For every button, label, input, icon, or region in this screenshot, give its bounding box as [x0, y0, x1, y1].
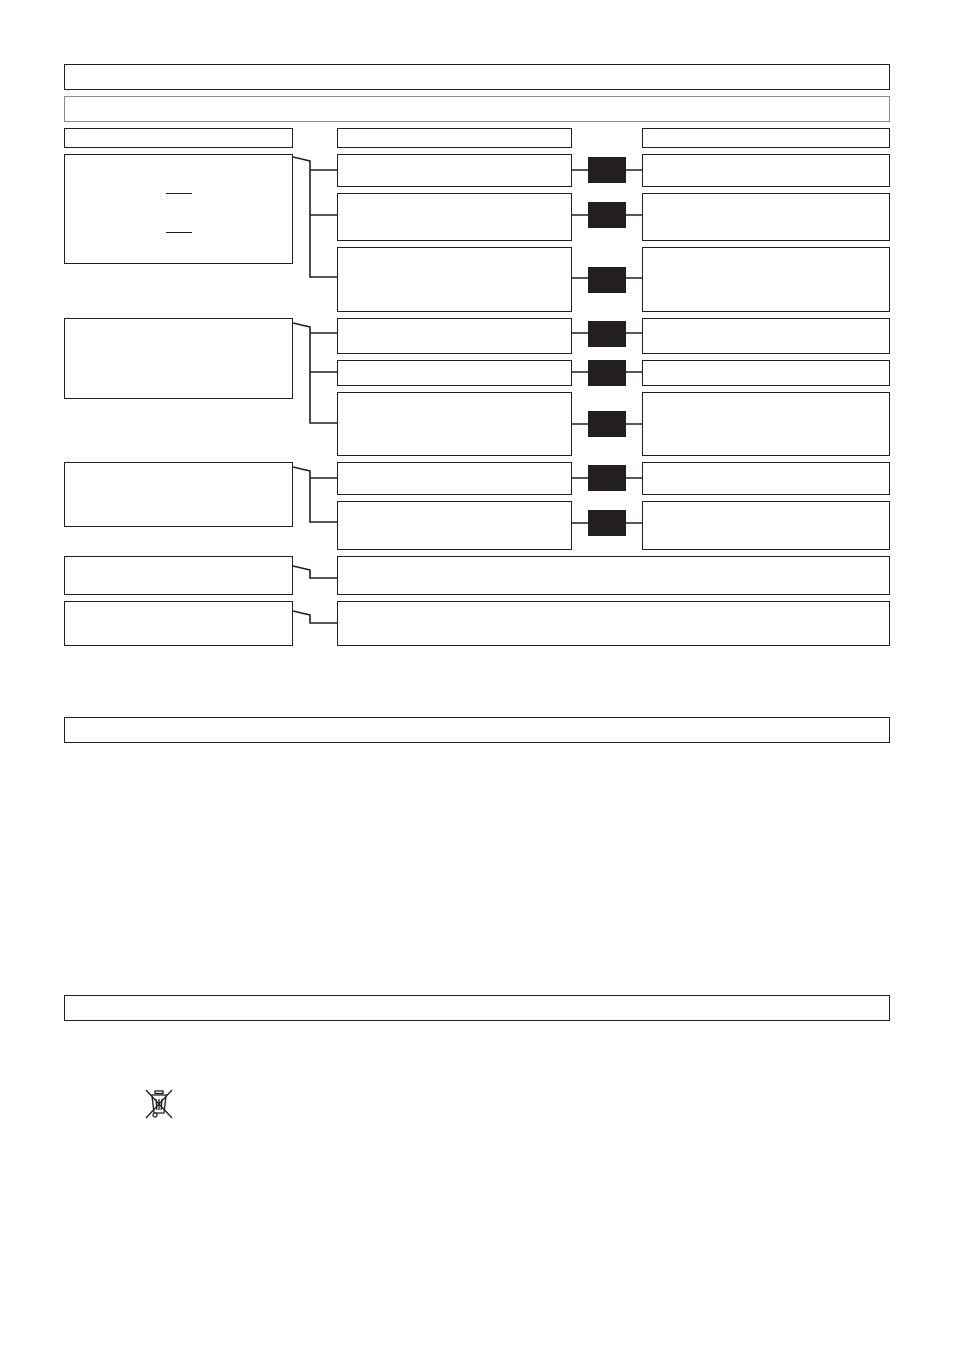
symptom-box-2	[64, 318, 293, 399]
cause-box-1-2	[337, 193, 572, 241]
connector-group-3	[293, 467, 337, 522]
reference-tag-2-1	[588, 321, 626, 347]
connector-group-5	[293, 611, 337, 623]
symptom-1-rule-b	[166, 232, 192, 233]
reference-tag-2-3	[588, 411, 626, 437]
cause-box-3-1	[337, 462, 572, 495]
cause-box-3-2	[337, 501, 572, 550]
remedy-box-2-2	[642, 360, 890, 386]
remedy-box-1-3	[642, 247, 890, 312]
remedy-box-1-1	[642, 154, 890, 187]
note-box-4	[337, 556, 890, 595]
symptom-box-4	[64, 556, 293, 595]
cause-box-2-2	[337, 360, 572, 386]
remedy-box-2-3	[642, 392, 890, 456]
reference-tag-1-3	[588, 267, 626, 293]
remedy-box-3-1	[642, 462, 890, 495]
disposal-title-bar	[64, 995, 890, 1021]
remedy-box-1-2	[642, 193, 890, 241]
remedy-box-2-1	[642, 318, 890, 354]
specifications-title-bar	[64, 717, 890, 743]
symptom-box-5	[64, 601, 293, 646]
reference-tag-1-1	[588, 157, 626, 183]
reference-tag-3-2	[588, 510, 626, 536]
connector-group-2	[293, 323, 337, 423]
cause-box-1-3	[337, 247, 572, 312]
reference-tag-3-1	[588, 465, 626, 491]
symptom-1-rule-a	[166, 193, 192, 194]
reference-tag-1-2	[588, 202, 626, 228]
remedy-box-3-2	[642, 501, 890, 550]
connector-group-1	[293, 157, 337, 277]
cause-box-2-1	[337, 318, 572, 354]
symptom-box-3	[64, 462, 293, 527]
cause-box-1-1	[337, 154, 572, 187]
symptom-box-1	[64, 154, 293, 264]
cause-box-2-3	[337, 392, 572, 456]
note-box-5	[337, 601, 890, 646]
connector-group-4	[293, 566, 337, 578]
reference-tag-2-2	[588, 360, 626, 386]
crossed-out-wheelie-bin-icon	[143, 1088, 175, 1120]
